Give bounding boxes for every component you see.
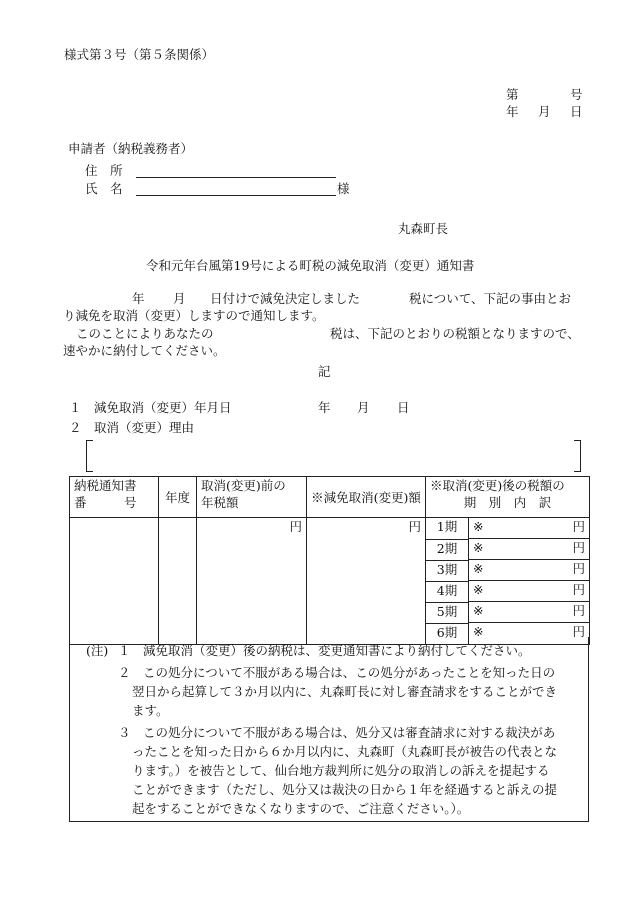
notes-prefix: (注) bbox=[86, 643, 109, 658]
cell-breakdown bbox=[426, 518, 590, 645]
applicant-title: 申請者（納税義務者） bbox=[68, 141, 194, 156]
cell-reduction-amount bbox=[307, 518, 426, 645]
period-amount bbox=[469, 539, 589, 560]
honorific: 様 bbox=[337, 181, 350, 196]
period-amount bbox=[469, 602, 589, 623]
body-line4: 速やかに納付してください。 bbox=[63, 343, 226, 358]
cell-before-amount bbox=[197, 518, 307, 645]
mark-asterisk: ※ bbox=[473, 582, 484, 597]
name-label: 氏 名 bbox=[85, 181, 123, 196]
header-after-breakdown bbox=[426, 477, 590, 518]
header-notice-number-b: 番 号 bbox=[74, 495, 137, 510]
note-2-line3: ます。 bbox=[132, 703, 169, 718]
yen-unit: 円 bbox=[572, 519, 585, 534]
issuer: 丸森町長 bbox=[398, 221, 449, 236]
header-notice-number-a: 納税通知書 bbox=[74, 478, 137, 493]
yen-unit: 円 bbox=[572, 561, 585, 576]
period-label: 5期 bbox=[426, 602, 469, 623]
note-3-line1: ３ この処分について不服がある場合は、処分又は審査請求に対する裁決があ bbox=[118, 725, 556, 740]
note-3-line5: 起をすることができなくなりますので、ご注意ください。）。 bbox=[132, 801, 470, 816]
period-label: 4期 bbox=[426, 581, 469, 602]
body-line2: り減免を取消（変更）しますので通知します。 bbox=[63, 308, 325, 323]
mark-asterisk: ※ bbox=[473, 540, 484, 555]
cell-year bbox=[159, 518, 197, 645]
yen-unit: 円 bbox=[572, 540, 585, 555]
header-year: 年度 bbox=[159, 477, 197, 518]
header-after-breakdown-b: 期 別 内 訳 bbox=[463, 495, 552, 510]
period-row bbox=[426, 602, 589, 623]
date-year-label: 年 bbox=[506, 104, 519, 119]
period-amount bbox=[469, 581, 589, 602]
body-year: 年 bbox=[132, 291, 145, 306]
item2-label: ２ 取消（変更）理由 bbox=[69, 420, 195, 435]
mark-asterisk: ※ bbox=[473, 624, 484, 639]
ki-label: 記 bbox=[318, 364, 331, 379]
item1-year: 年 bbox=[318, 400, 331, 415]
tax-table bbox=[69, 476, 590, 645]
reason-bracket-right bbox=[574, 440, 581, 472]
yen-unit: 円 bbox=[572, 603, 585, 618]
body-month: 月 bbox=[173, 291, 186, 306]
cell-notice-number bbox=[70, 518, 159, 645]
mark-asterisk: ※ bbox=[473, 519, 484, 534]
notes-box bbox=[69, 637, 589, 822]
item1-label: １ 減免取消（変更）年月日 bbox=[69, 400, 232, 415]
form-number: 様式第３号（第５条関係） bbox=[64, 47, 215, 62]
date-month-label: 月 bbox=[538, 104, 551, 119]
note-3-line2: ったことを知った日から６か月以内に、丸森町（丸森町長が被告の代表とな bbox=[132, 744, 558, 759]
doc-number-prefix: 第 bbox=[506, 87, 519, 102]
yen-unit: 円 bbox=[289, 519, 302, 534]
yen-unit: 円 bbox=[572, 582, 585, 597]
header-after-breakdown-a: ※取消(変更)後の税額の bbox=[430, 478, 565, 493]
note-2-line2: 翌日から起算して３か月以内に、丸森町長に対し審査請求をすることができ bbox=[132, 684, 558, 699]
doc-number-suffix: 号 bbox=[570, 87, 583, 102]
body-line1-rest: 日付けで減免決定しました bbox=[210, 291, 361, 306]
note-3-line3: ります。）を被告として、仙台地方裁判所に処分の取消しの訴えを提起する bbox=[132, 763, 550, 778]
reason-bracket-left bbox=[86, 440, 93, 472]
period-label: 1期 bbox=[426, 518, 469, 539]
period-amount bbox=[469, 560, 589, 581]
address-label: 住 所 bbox=[85, 163, 123, 178]
header-before-amount-a: 取消(変更)前の bbox=[201, 478, 286, 493]
period-row bbox=[426, 581, 589, 602]
yen-unit: 円 bbox=[572, 624, 585, 639]
item1-day: 日 bbox=[397, 400, 410, 415]
name-line bbox=[136, 195, 336, 196]
period-label: 6期 bbox=[426, 623, 469, 644]
document-title: 令和元年台風第19号による町税の減免取消（変更）通知書 bbox=[146, 258, 475, 273]
note-3-line4: ことができます（ただし、処分又は裁決の日から１年を経過すると訴えの提 bbox=[132, 782, 558, 797]
note-2-line1: ２ この処分について不服がある場合は、この処分があったことを知った日の bbox=[118, 665, 556, 680]
note-1: １ 減免取消（変更）後の納税は、変更通知書により納付してください。 bbox=[118, 643, 531, 658]
period-row bbox=[426, 539, 589, 560]
period-amount bbox=[469, 518, 589, 539]
period-row bbox=[426, 518, 589, 539]
body-line3a: このことによりあなたの bbox=[76, 326, 214, 341]
address-line bbox=[136, 177, 336, 178]
period-label: 3期 bbox=[426, 560, 469, 581]
body-line3b: 税は、下記のとおりの税額となりますので、 bbox=[330, 326, 580, 341]
header-notice-number bbox=[70, 477, 159, 518]
body-line1-tax: 税について、下記の事由とお bbox=[409, 291, 572, 306]
header-before-amount-b: 年税額 bbox=[201, 495, 239, 510]
header-reduction-amount: ※減免取消(変更)額 bbox=[307, 477, 426, 518]
yen-unit: 円 bbox=[408, 519, 421, 534]
mark-asterisk: ※ bbox=[473, 561, 484, 576]
mark-asterisk: ※ bbox=[473, 603, 484, 618]
item1-month: 月 bbox=[357, 400, 370, 415]
date-day-label: 日 bbox=[570, 104, 583, 119]
period-label: 2期 bbox=[426, 539, 469, 560]
period-row bbox=[426, 560, 589, 581]
header-before-amount bbox=[197, 477, 307, 518]
period-table bbox=[426, 518, 589, 644]
